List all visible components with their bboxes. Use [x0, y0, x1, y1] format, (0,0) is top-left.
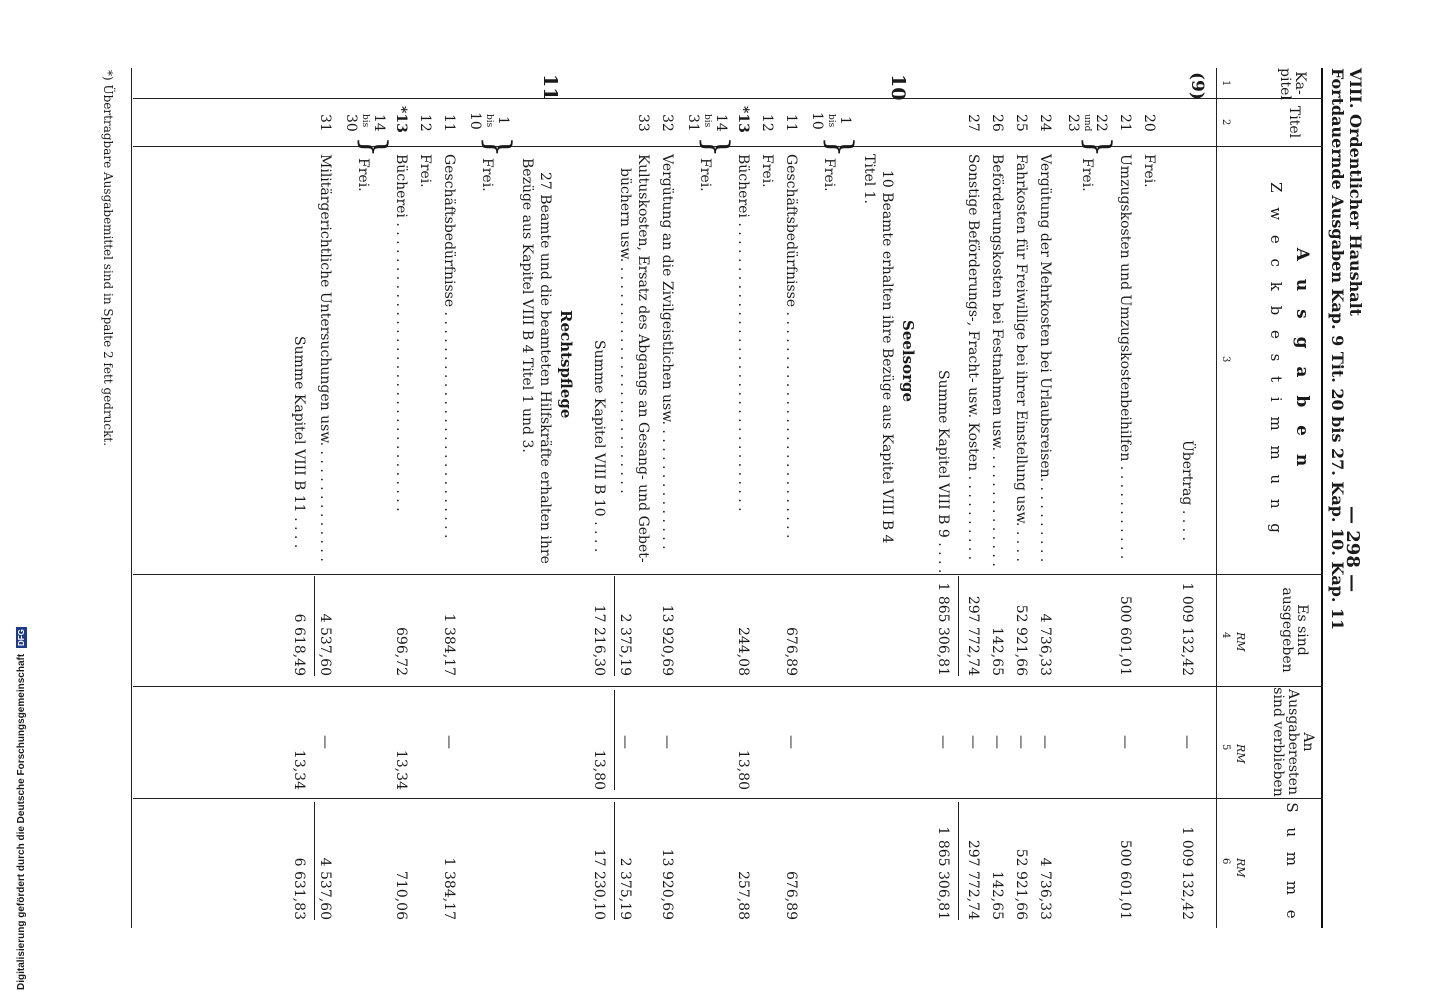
col-divider-1: [133, 98, 1323, 99]
titel-22-und: und: [1082, 114, 1092, 132]
k11-titel-31-desc: Militärgerichtliche Untersuchungen usw. . . . . . . . . . . . . .: [317, 154, 333, 562]
summe-kapitel-10-ausgegeben: 17 216,30: [591, 604, 607, 676]
heading-seelsorge: Seelsorge: [899, 320, 917, 403]
k11-titel-12: 12: [417, 114, 433, 132]
sum11-rule-a: [314, 576, 315, 676]
k11-titel-30: 30: [343, 114, 359, 132]
k11-titel-13-summe: 710,06: [393, 871, 409, 920]
k11-titel-11-desc: Geschäftsbedürfnisse . . . . . . . . . . . . . . . . . . . . . . . . . .: [441, 154, 457, 539]
k10-titel-11-desc: Geschäftsbedürfnisse . . . . . . . . . . . . . . . . . . . . . . . . . .: [783, 154, 799, 539]
sum10-rule-r: [614, 690, 615, 790]
titel-27-desc: Sonstige Beförderungs-, Fracht- usw. Kosten . . . . . . . . . .: [965, 154, 981, 561]
titel-27-rest: —: [965, 735, 981, 749]
titel-25-ausgegeben: 52 921,66: [1013, 604, 1029, 676]
k11-titel-11-ausgegeben: 1 384,17: [441, 613, 457, 676]
summe-kapitel-9-summe: 1 865 306,81: [935, 826, 951, 920]
k10-titel-32-desc: Vergütung an die Zivilgeistlichen usw. . . . . . . . . . . . . . .: [659, 154, 675, 550]
k10-titel-13-rest: 13,80: [735, 749, 751, 790]
uebertrag-rest: —: [1179, 735, 1195, 749]
titel-26: 26: [989, 114, 1005, 132]
k10-titel-13: *13: [735, 106, 751, 133]
titel-24-summe: 4 736,33: [1037, 857, 1053, 920]
summe-kapitel-11-ausgegeben: 6 618,49: [291, 613, 307, 676]
titel-25-summe: 52 921,66: [1013, 848, 1029, 920]
k10-bis-1: bis: [826, 114, 836, 128]
titel-23: 23: [1065, 114, 1081, 132]
k11-titel-13: *13: [393, 106, 409, 133]
titel-25-desc: Fahrkosten für Freiwillige bei ihrer Einstellung usw. . . . .: [1013, 154, 1029, 562]
brace-22-23: }: [1078, 136, 1118, 158]
summe-kapitel-9-label: Summe Kapitel VIII B 9 . . . .: [935, 370, 951, 574]
summe-kapitel-10-rest: 13,80: [591, 749, 607, 790]
heading-rechtspflege: Rechtspflege: [557, 310, 575, 419]
titel-21: 21: [1117, 114, 1133, 132]
seelsorge-note-1: 10 Beamte erhalten ihre Bezüge aus Kapitel VIII B 4: [879, 170, 895, 544]
unit-rm-5: RM: [1234, 744, 1247, 764]
titel-24-desc: Vergütung der Mehrkosten bei Urlaubsreisen. . . . . . . . . .: [1037, 154, 1053, 563]
k10-titel-33-ausgegeben: 2 375,19: [617, 613, 633, 676]
k10-titel-11: 11: [783, 114, 799, 132]
k11-titel-13-rest: 13,34: [393, 749, 409, 790]
col-divider-4: [133, 686, 1323, 687]
k10-titel-13-ausgegeben: 244,08: [735, 627, 751, 676]
uebertrag-ausgegeben: 1 009 132,42: [1179, 582, 1195, 676]
titel-24-rest: —: [1037, 735, 1053, 749]
titel-27-summe: 297 772,74: [965, 839, 981, 920]
summe-kapitel-11-rest: 13,34: [291, 749, 307, 790]
k11-bis-1: bis: [484, 114, 494, 128]
col-header-ausgegeben: Es sind ausgegeben: [1279, 587, 1310, 673]
sum9-rule-s: [958, 802, 959, 920]
k10-frei-1: Frei.: [821, 158, 837, 192]
dfg-credit: [16, 627, 27, 990]
table-bottom-rule: [131, 68, 132, 928]
col-header-kapitel: Ka- pitel: [1277, 68, 1308, 100]
brace-k11-1-10: }: [478, 136, 518, 158]
k10-titel-32: 32: [659, 114, 675, 132]
titel-25: 25: [1013, 114, 1029, 132]
k10-titel-32-ausgegeben: 13 920,69: [659, 604, 675, 676]
k10-titel-13-summe: 257,88: [735, 871, 751, 920]
k10-titel-33-desc-1: Kultuskosten, Ersatz des Abgangs an Gesang- und Gebet-: [635, 154, 651, 563]
k11-titel-1: 1: [495, 116, 511, 125]
titel-25-rest: —: [1013, 735, 1029, 749]
summe-kapitel-11-label: Summe Kapitel VIII B 11 . . . .: [291, 336, 307, 549]
brace-k10-14-31: }: [696, 136, 736, 158]
k11-titel-14: 14: [371, 114, 387, 132]
titel-26-summe: 142,65: [989, 871, 1005, 920]
titel-21-rest: —: [1117, 735, 1133, 749]
k10-titel-32-rest: —: [659, 735, 675, 749]
k10-titel-32-summe: 13 920,69: [659, 848, 675, 920]
rechtspflege-note-1: 27 Beamte und die beamteten Hilfskräfte erhalten ihre: [537, 172, 553, 564]
k11-titel-13-desc: Bücherei . . . . . . . . . . . . . . . . . . . . . . . . . . . . . . . . .: [393, 154, 409, 512]
k11-titel-13-ausgegeben: 696,72: [393, 627, 409, 676]
col-number-2: 2: [1220, 119, 1231, 126]
summe-kapitel-10-summe: 17 230,10: [591, 848, 607, 920]
page-number: — 298 —: [1342, 506, 1363, 593]
brace-k10-1-10: }: [820, 136, 860, 158]
col-header-summe: S u m m e: [1283, 802, 1301, 924]
k11-titel-31-rest: —: [317, 735, 333, 749]
dfg-logo: DFG: [17, 629, 26, 647]
k10-titel-1: 1: [837, 116, 853, 125]
unit-rm-4: RM: [1234, 632, 1247, 652]
k11-titel-12-desc: Frei.: [417, 154, 433, 188]
titel-20: 20: [1141, 114, 1157, 132]
titel-21-ausgegeben: 500 601,01: [1117, 595, 1133, 676]
col-header-reste: An Ausgaberesten sind verblieben: [1270, 687, 1316, 797]
col-number-5: 5: [1220, 744, 1231, 751]
kapitel-11-label: 11: [539, 74, 561, 101]
titel-27-ausgegeben: 297 772,74: [965, 595, 981, 676]
kapitel-9-label: (9): [1187, 72, 1207, 100]
k10-frei-2: Frei.: [697, 158, 713, 192]
sum10-rule-s: [614, 802, 615, 920]
rechtspflege-note-2: Bezüge aus Kapitel VIII B 4 Titel 1 und 3.: [519, 158, 535, 453]
col-header-ausgaben: A u s g a b e n: [1292, 247, 1312, 473]
k11-frei-1: Frei.: [479, 158, 495, 192]
k11-titel-10: 10: [467, 112, 483, 130]
brace-k11-14-30: }: [354, 136, 394, 158]
k10-bis-2: bis: [702, 114, 712, 128]
titel-24: 24: [1037, 114, 1053, 132]
dfg-credit-text: Digitalisierung gefördert durch die Deutsche Forschungsgemeinschaft: [16, 653, 27, 990]
k10-titel-33: 33: [635, 114, 651, 132]
col-number-3: 3: [1220, 356, 1231, 363]
col-header-zweck: Z w e c k b e s t i m m u n g: [1267, 182, 1285, 538]
sum11-rule-s: [314, 802, 315, 920]
col-divider-3: [133, 574, 1323, 575]
kapitel-10-label: 10: [887, 74, 909, 101]
k10-titel-33-desc-2: büchern usw. . . . . . . . . . . . . . . . . . . . . . . . . . .: [617, 168, 633, 494]
header-bottom-rule: [1216, 68, 1217, 928]
summe-kapitel-11-summe: 6 631,83: [291, 857, 307, 920]
footnote: *) Übertragbare Ausgabemittel sind in Spalte 2 fett gedruckt.: [101, 70, 115, 447]
k11-titel-31-ausgegeben: 4 537,60: [317, 613, 333, 676]
k10-titel-12: 12: [759, 114, 775, 132]
titel-26-ausgegeben: 142,65: [989, 627, 1005, 676]
k11-titel-31-summe: 4 537,60: [317, 857, 333, 920]
k11-titel-11-summe: 1 384,17: [441, 857, 457, 920]
header-title-line2: Fortdauernde Ausgaben Kap. 9 Tit. 20 bis 27. Kap. 10. Kap. 11: [1328, 68, 1347, 631]
titel-26-desc: Beförderungskosten bei Festnahmen usw. . . . . . . . . . . . . .: [989, 154, 1005, 567]
titel-21-summe: 500 601,01: [1117, 839, 1133, 920]
k10-titel-11-ausgegeben: 676,89: [783, 627, 799, 676]
k11-titel-11-rest: —: [441, 735, 457, 749]
unit-rm-6: RM: [1234, 858, 1247, 878]
titel-24-ausgegeben: 4 736,33: [1037, 613, 1053, 676]
col-number-1: 1: [1220, 80, 1231, 87]
titel-22-desc: Frei.: [1079, 158, 1095, 192]
titel-22: 22: [1093, 114, 1109, 132]
seelsorge-note-2: Titel 1.: [861, 154, 877, 205]
header-title-line1: VIII. Ordentlicher Haushalt: [1346, 68, 1365, 317]
col-number-4: 4: [1220, 632, 1231, 639]
titel-27: 27: [965, 114, 981, 132]
k10-titel-14: 14: [713, 114, 729, 132]
k11-bis-2: bis: [360, 114, 370, 128]
k10-titel-13-desc: Bücherei . . . . . . . . . . . . . . . . . . . . . . . . . . . . . . . . .: [735, 154, 751, 512]
table-top-rule: [1321, 68, 1323, 928]
sum9-rule-a: [958, 576, 959, 676]
uebertrag-label: Übertrag . . . .: [1179, 440, 1195, 541]
titel-21-desc: Umzugskosten und Umzugskostenbeihilfen . . . . . . . . . . .: [1117, 154, 1133, 560]
k10-titel-33-rest: —: [617, 735, 633, 749]
summe-kapitel-9-ausgegeben: 1 865 306,81: [935, 582, 951, 676]
k10-titel-33-summe: 2 375,19: [617, 857, 633, 920]
k10-titel-10: 10: [809, 112, 825, 130]
k11-frei-2: Frei.: [355, 158, 371, 192]
uebertrag-summe: 1 009 132,42: [1179, 826, 1195, 920]
k11-titel-11: 11: [441, 114, 457, 132]
k11-titel-31: 31: [317, 114, 333, 132]
col-number-6: 6: [1220, 858, 1231, 865]
k10-titel-12-desc: Frei.: [759, 154, 775, 188]
rotated-page: [67, 40, 1367, 940]
summe-kapitel-10-label: Summe Kapitel VIII B 10 . . . .: [591, 340, 607, 553]
k10-titel-11-rest: —: [783, 735, 799, 749]
k10-titel-31: 31: [685, 114, 701, 132]
titel-26-rest: —: [989, 735, 1005, 749]
summe-kapitel-9-rest: —: [935, 735, 951, 749]
titel-20-desc: Frei.: [1141, 154, 1157, 188]
k10-titel-11-summe: 676,89: [783, 871, 799, 920]
col-header-titel: Titel: [1286, 105, 1302, 139]
col-divider-5: [133, 798, 1323, 799]
sum10-rule-a: [614, 576, 615, 676]
